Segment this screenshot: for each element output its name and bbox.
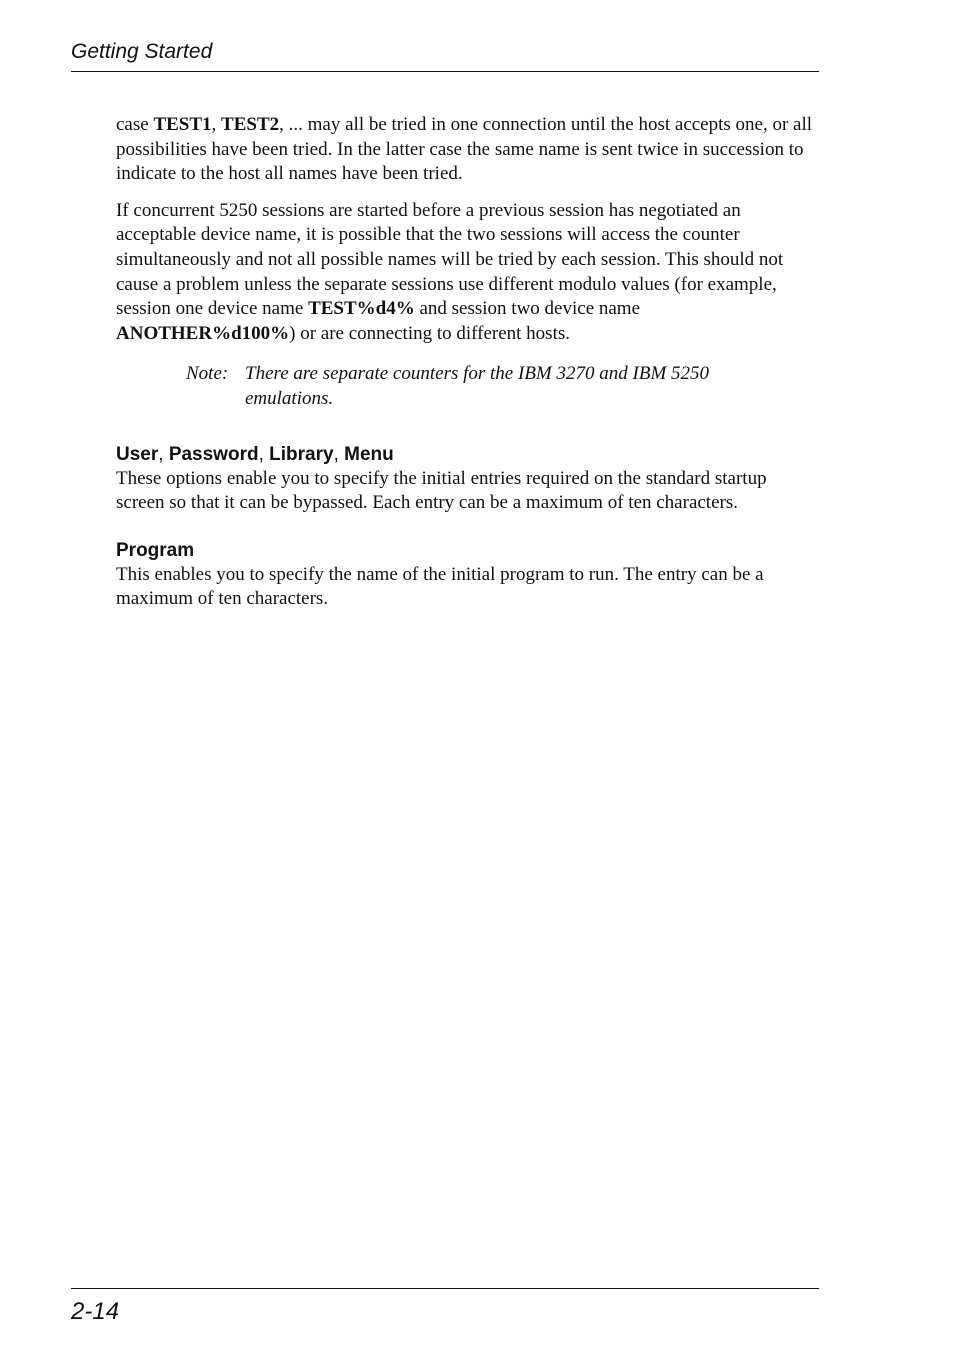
page-body (116, 113, 816, 624)
section-body-startup-entries: These options enable you to specify the initial entries required on the standard startup screen so that it can be bypassed. Each entry can be a maximum of ten characters. (116, 467, 767, 514)
heading-library: Library (269, 443, 334, 465)
running-header: Getting Started (71, 40, 213, 63)
section-heading-program: Program (116, 539, 195, 561)
code-test-d4: TEST%d4% (308, 298, 415, 320)
header-rule (71, 71, 819, 72)
heading-separator: , (258, 443, 270, 465)
text-run: , ... may all be tried in one connection until the host accepts one, or all possibilities have been tried. In the latter case the same name is sent twice in succession to indicate to the host all names have been tried. (116, 114, 813, 185)
code-test2: TEST2 (221, 114, 280, 135)
text-run: If concurrent 5250 sessions are started before a previous session has negotiated an acceptable device name, it is possible that the two sessions will access the counter simultaneously and not all possible names will be tried by each session. This should not cause a problem unless the separate sessions use different modulo values (for example, session one device name (116, 199, 784, 320)
note (186, 362, 816, 411)
page-number: 2-14 (71, 1298, 120, 1325)
heading-menu: Menu (344, 443, 394, 465)
text-run: ) or are connecting to different hosts. (289, 322, 571, 344)
heading-user: User (116, 443, 159, 465)
note-text: There are separate counters for the IBM 3270 and IBM 5250 emulations. (245, 363, 710, 409)
code-test1: TEST1 (153, 114, 212, 135)
section-heading-user-password-library-menu (116, 443, 816, 467)
paragraph-concurrent-sessions (116, 199, 816, 347)
text-run: case (116, 114, 154, 135)
footer-rule (71, 1288, 819, 1289)
text-run: and session two device name (414, 298, 641, 320)
heading-separator: , (333, 443, 345, 465)
section-body-program: This enables you to specify the name of the initial program to run. The entry can be a maximum of ten characters. (116, 563, 764, 610)
paragraph-test-names (116, 113, 816, 187)
heading-password: Password (168, 443, 259, 465)
code-another-d100: ANOTHER%d100% (116, 322, 290, 344)
heading-separator: , (158, 443, 169, 465)
text-run: , (211, 114, 222, 135)
note-label: Note: (186, 363, 229, 385)
